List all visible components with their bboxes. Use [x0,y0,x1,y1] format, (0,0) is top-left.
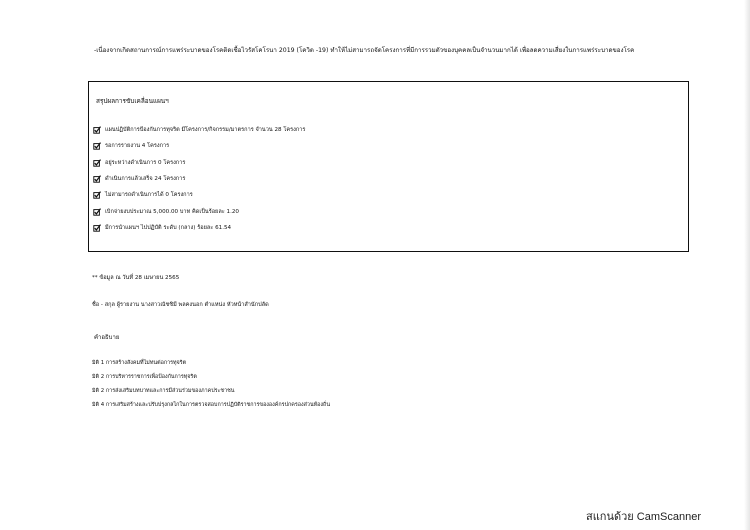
reporter-line: ชื่อ - สกุล ผู้รายงาน นางสาวณัชชิมี พลคงนอก ตำแหน่ง หัวหน้าสำนักปลัด [92,302,269,308]
summary-item-text: ไม่สามารถดำเนินการได้ 0 โครงการ [105,192,193,199]
page-edge-shadow [744,0,750,530]
legend-item: มิติ 2 การส่งเสริมบทบาทและการมีส่วนร่วมของภาคประชาชน [92,388,235,394]
checkbox-checked-icon [93,224,101,232]
checkbox-checked-icon [93,208,101,216]
legend-item: มิติ 4 การเสริมสร้างและปรับปรุงกลไกในการตรวจสอบการปฏิบัติราชการขององค์กรปกครองส่วนท้องถิ่น [92,402,330,408]
summary-item [93,171,305,187]
checkbox-checked-icon [93,159,101,167]
summary-item [93,203,305,219]
summary-list [93,122,305,236]
legend-item: มิติ 1 การสร้างสังคมที่ไม่ทนต่อการทุจริต [92,360,187,366]
summary-title: สรุปผลการขับเคลื่อนแผนฯ [96,97,169,105]
checkbox-checked-icon [93,175,101,183]
legend-title: คำอธิบาย [94,334,120,341]
summary-item-text: แผนปฏิบัติการป้องกันการทุจริต มีโครงการ/กิจกรรม/มาตรการ จำนวน 28 โครงการ [105,127,306,134]
summary-item [93,122,305,138]
camscanner-watermark: สแกนด้วย CamScanner [586,511,702,523]
summary-item-text: มีการนำแผนฯ ไปปฏิบัติ ระดับ (กลาง) ร้อยละ 61.54 [105,224,232,231]
summary-item [93,138,305,154]
checkbox-checked-icon [93,126,101,134]
legend-list [92,356,330,412]
covid-note: -เนื่องจากเกิดสถานการณ์การแพร่ระบาดของโรคติดเชื้อไวรัสโคโรนา 2019 (โควิด -19) ทำให้ไม่สามารถจัดโครงการที่มีการรวมตัวของบุคคลเป็นจำนวนมากได้ เพื่อลดความเสี่ยงในการแพร่ระบาดของโรค [94,47,635,54]
checkbox-checked-icon [93,191,101,199]
summary-item [93,155,305,171]
data-date: ** ข้อมูล ณ วันที่ 28 เมษายน 2565 [92,275,180,281]
summary-item-text: เบิกจ่ายงบประมาณ 5,000.00 บาท คิดเป็นร้อยละ 1.20 [105,208,239,215]
summary-item [93,220,305,236]
checkbox-checked-icon [93,142,101,150]
legend-item: มิติ 2 การบริหารราชการเพื่อป้องกันการทุจริต [92,374,197,380]
summary-box [88,81,689,252]
summary-item [93,187,305,203]
summary-item-text: อยู่ระหว่างดำเนินการ 0 โครงการ [105,159,186,166]
summary-item-text: รอการรายงาน 4 โครงการ [105,143,170,150]
summary-item-text: ดำเนินการแล้วเสร็จ 24 โครงการ [105,176,186,183]
